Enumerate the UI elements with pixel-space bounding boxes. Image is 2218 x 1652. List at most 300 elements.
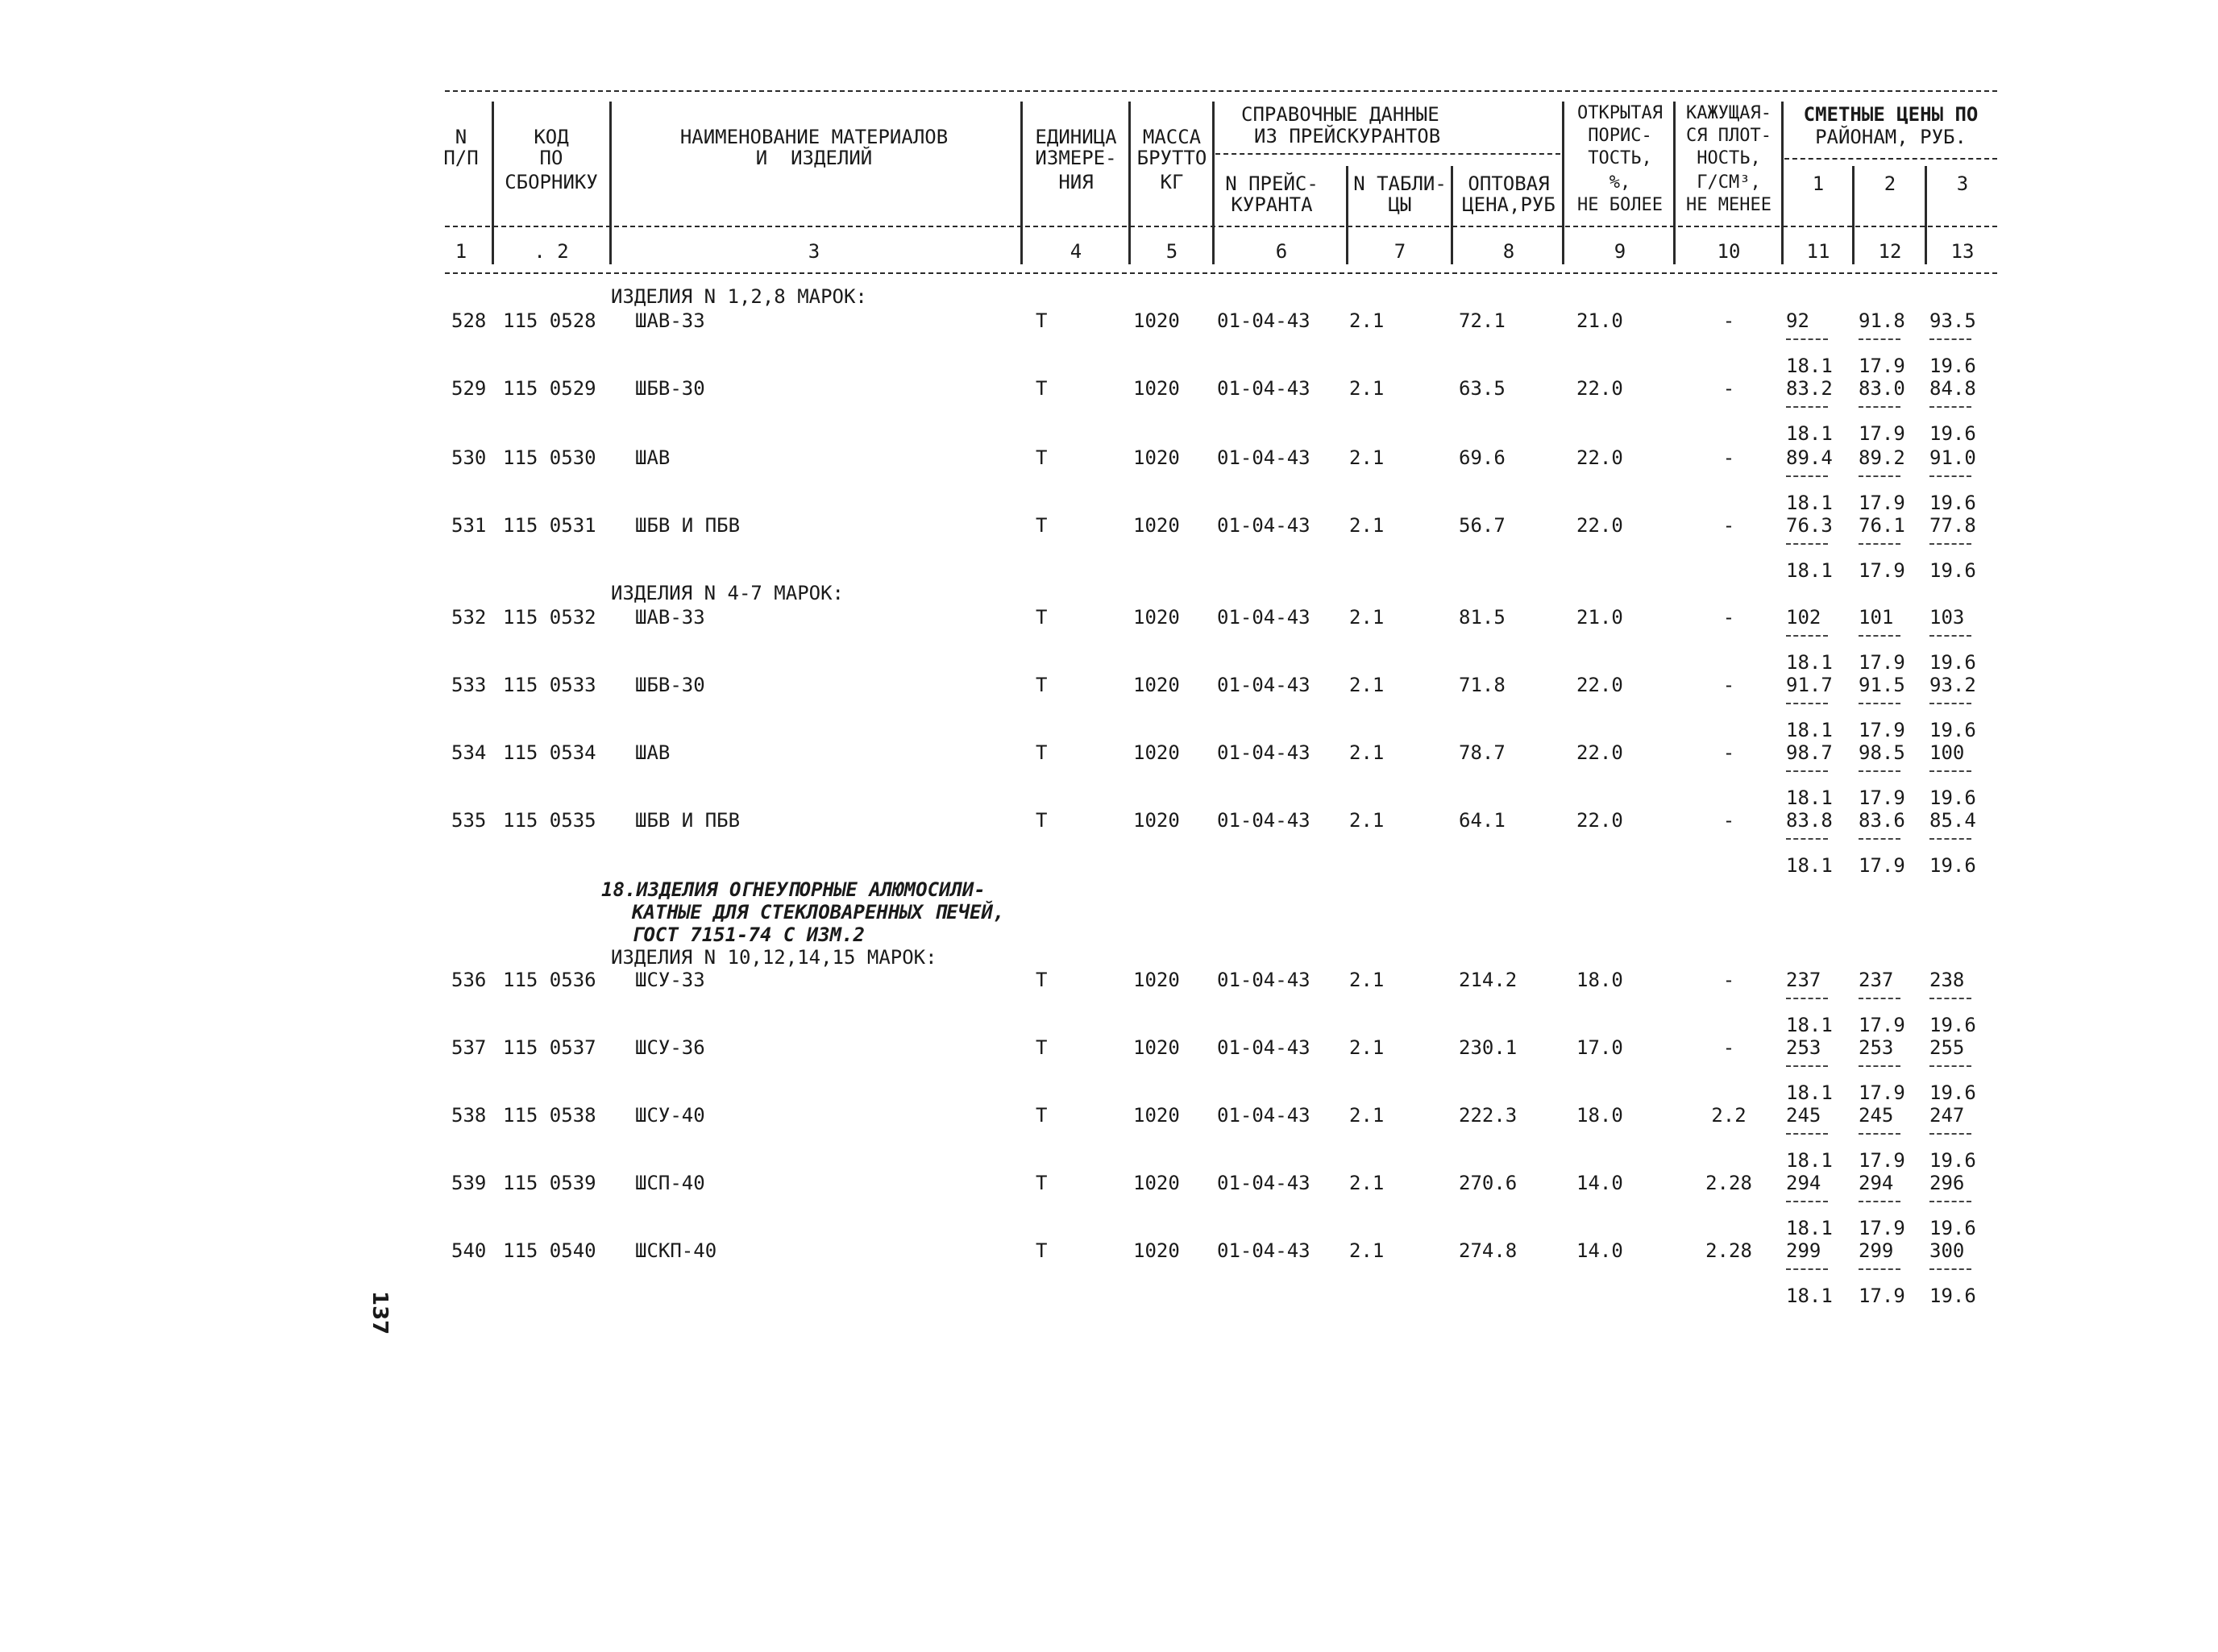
- header-mid-rule: [445, 226, 1997, 227]
- row-code: 115 0532: [503, 606, 596, 629]
- fraction-bar: [1929, 406, 1971, 408]
- row-wholesale-price: 78.7: [1459, 741, 1506, 764]
- header-col5-line2: БРУТТО: [1136, 147, 1207, 169]
- header-col4-line2: ИЗМЕРЕ-: [1035, 147, 1117, 169]
- row-price-region-2: 83.6: [1859, 809, 1905, 832]
- row-number: 534: [451, 741, 487, 764]
- fraction-bar: [1929, 543, 1971, 545]
- header-region-2: 2: [1884, 172, 1896, 195]
- header-col7-line1: N ТАБЛИ-: [1353, 172, 1447, 195]
- row-code: 115 0535: [503, 809, 596, 832]
- row-denominator-region-2: 17.9: [1859, 1285, 1905, 1307]
- row-porosity: 21.0: [1576, 309, 1623, 332]
- header-ref-group-line1: СПРАВОЧНЫЕ ДАННЫЕ: [1241, 103, 1439, 126]
- header-col9-line3: ТОСТЬ,: [1588, 148, 1652, 168]
- row-denominator-region-3: 19.6: [1929, 355, 1976, 377]
- row-density: 2.2: [1711, 1104, 1747, 1127]
- row-denominator-region-2: 17.9: [1859, 787, 1905, 809]
- row-denominator-region-3: 19.6: [1929, 1285, 1976, 1307]
- row-mass: 1020: [1133, 446, 1180, 469]
- fraction-bar: [1929, 998, 1971, 999]
- section-heading-marks-1-2-8: ИЗДЕЛИЯ N 1,2,8 МАРОК:: [611, 285, 867, 308]
- row-unit: Т: [1036, 446, 1048, 469]
- row-price-region-1: 102: [1786, 606, 1821, 629]
- row-table: 2.1: [1349, 674, 1385, 696]
- row-price-region-1: 237: [1786, 969, 1821, 991]
- row-wholesale-price: 56.7: [1459, 514, 1506, 537]
- row-price-region-1: 245: [1786, 1104, 1821, 1127]
- row-wholesale-price: 214.2: [1459, 969, 1518, 991]
- header-separator-1: [492, 102, 494, 264]
- fraction-bar: [1929, 838, 1971, 840]
- row-denominator-region-3: 19.6: [1929, 422, 1976, 445]
- row-price-region-3: 77.8: [1929, 514, 1976, 537]
- fraction-bar: [1786, 1133, 1828, 1135]
- fraction-bar: [1859, 1133, 1900, 1135]
- row-price-region-2: 245: [1859, 1104, 1894, 1127]
- row-code: 115 0533: [503, 674, 596, 696]
- section-18-title-line2: КАТНЫЕ ДЛЯ СТЕКЛОВАРЕННЫХ ПЕЧЕЙ,: [632, 901, 1005, 924]
- row-denominator-region-1: 18.1: [1786, 1014, 1833, 1036]
- row-table: 2.1: [1349, 1036, 1385, 1059]
- row-price-region-1: 98.7: [1786, 741, 1833, 764]
- row-number: 530: [451, 446, 487, 469]
- row-name: ШСУ-40: [635, 1104, 705, 1127]
- row-unit: Т: [1036, 1036, 1048, 1059]
- section-18-title-line3: ГОСТ 7151-74 С ИЗМ.2: [632, 924, 865, 946]
- row-name: ШАВ: [635, 446, 671, 469]
- fraction-bar: [1786, 1065, 1828, 1067]
- row-porosity: 17.0: [1576, 1036, 1623, 1059]
- row-price-region-3: 103: [1929, 606, 1965, 629]
- row-density: -: [1722, 1036, 1735, 1059]
- row-mass: 1020: [1133, 674, 1180, 696]
- row-table: 2.1: [1349, 309, 1385, 332]
- row-wholesale-price: 222.3: [1459, 1104, 1518, 1127]
- header-col6-line2: КУРАНТА: [1231, 193, 1313, 216]
- fraction-bar: [1786, 635, 1828, 637]
- row-density: -: [1722, 446, 1735, 469]
- header-prices-group-line2: РАЙОНАМ, РУБ.: [1815, 126, 1967, 148]
- row-density: -: [1722, 741, 1735, 764]
- row-number: 539: [451, 1172, 487, 1194]
- row-code: 115 0530: [503, 446, 596, 469]
- row-price-region-2: 89.2: [1859, 446, 1905, 469]
- fraction-bar: [1859, 1201, 1900, 1202]
- header-region-1: 1: [1812, 172, 1825, 195]
- row-denominator-region-2: 17.9: [1859, 1149, 1905, 1172]
- row-mass: 1020: [1133, 809, 1180, 832]
- header-separator-10: [1781, 102, 1784, 264]
- row-name: ШСУ-36: [635, 1036, 705, 1059]
- row-denominator-region-2: 17.9: [1859, 1014, 1905, 1036]
- row-denominator-region-2: 17.9: [1859, 854, 1905, 877]
- header-separator-5: [1212, 102, 1215, 264]
- row-price-region-3: 296: [1929, 1172, 1965, 1194]
- fraction-bar: [1929, 635, 1971, 637]
- row-price-region-2: 83.0: [1859, 377, 1905, 400]
- row-density: -: [1722, 377, 1735, 400]
- row-code: 115 0537: [503, 1036, 596, 1059]
- header-separator-3: [1020, 102, 1023, 264]
- row-price-region-1: 89.4: [1786, 446, 1833, 469]
- fraction-bar: [1929, 338, 1971, 340]
- row-unit: Т: [1036, 309, 1048, 332]
- fraction-bar: [1859, 635, 1900, 637]
- row-code: 115 0529: [503, 377, 596, 400]
- row-price-region-3: 255: [1929, 1036, 1965, 1059]
- row-table: 2.1: [1349, 1104, 1385, 1127]
- fraction-bar: [1859, 406, 1900, 408]
- row-mass: 1020: [1133, 1104, 1180, 1127]
- section-heading-marks-10-15: ИЗДЕЛИЯ N 10,12,14,15 МАРОК:: [611, 946, 937, 969]
- row-code: 115 0531: [503, 514, 596, 537]
- page-number: 137: [368, 1291, 392, 1335]
- row-table: 2.1: [1349, 1172, 1385, 1194]
- row-table: 2.1: [1349, 514, 1385, 537]
- fraction-bar: [1859, 1065, 1900, 1067]
- row-denominator-region-3: 19.6: [1929, 492, 1976, 514]
- fraction-bar: [1786, 475, 1828, 477]
- row-name: ШСУ-33: [635, 969, 705, 991]
- row-density: -: [1722, 606, 1735, 629]
- row-denominator-region-3: 19.6: [1929, 787, 1976, 809]
- header-col1-line1: N: [455, 126, 467, 148]
- row-name: ШБВ-30: [635, 674, 705, 696]
- header-col9-line2: ПОРИС-: [1588, 126, 1652, 146]
- row-price-region-2: 294: [1859, 1172, 1894, 1194]
- row-price-list: 01-04-43: [1217, 377, 1310, 400]
- row-mass: 1020: [1133, 1172, 1180, 1194]
- row-name: ШСКП-40: [635, 1239, 717, 1262]
- header-col3-line1: НАИМЕНОВАНИЕ МАТЕРИАЛОВ: [679, 126, 949, 148]
- row-code: 115 0534: [503, 741, 596, 764]
- fraction-bar: [1786, 770, 1828, 772]
- header-col5-line1: МАССА: [1142, 126, 1202, 148]
- fraction-bar: [1929, 1065, 1971, 1067]
- row-price-region-3: 247: [1929, 1104, 1965, 1127]
- row-price-region-2: 237: [1859, 969, 1894, 991]
- row-wholesale-price: 64.1: [1459, 809, 1506, 832]
- row-price-region-2: 76.1: [1859, 514, 1905, 537]
- fraction-bar: [1859, 703, 1900, 704]
- header-separator-7: [1451, 166, 1453, 264]
- fraction-bar: [1859, 770, 1900, 772]
- header-col4-line1: ЕДИНИЦА: [1035, 126, 1117, 148]
- row-table: 2.1: [1349, 1239, 1385, 1262]
- header-col3-line2: И ИЗДЕЛИЙ: [755, 147, 873, 169]
- row-denominator-region-2: 17.9: [1859, 1081, 1905, 1104]
- row-wholesale-price: 81.5: [1459, 606, 1506, 629]
- row-denominator-region-2: 17.9: [1859, 651, 1905, 674]
- header-separator-4: [1128, 102, 1131, 264]
- row-wholesale-price: 72.1: [1459, 309, 1506, 332]
- fraction-bar: [1786, 703, 1828, 704]
- row-porosity: 22.0: [1576, 809, 1623, 832]
- row-porosity: 14.0: [1576, 1239, 1623, 1262]
- fraction-bar: [1929, 1268, 1971, 1270]
- row-price-region-1: 253: [1786, 1036, 1821, 1059]
- header-col10-line4: Г/СМ³,: [1697, 172, 1761, 193]
- row-table: 2.1: [1349, 809, 1385, 832]
- row-density: -: [1722, 969, 1735, 991]
- row-code: 115 0536: [503, 969, 596, 991]
- fraction-bar: [1859, 475, 1900, 477]
- header-bottom-rule: [445, 272, 1997, 274]
- row-unit: Т: [1036, 514, 1048, 537]
- row-wholesale-price: 274.8: [1459, 1239, 1518, 1262]
- row-price-region-2: 98.5: [1859, 741, 1905, 764]
- header-col9-line4: %,: [1609, 172, 1631, 193]
- fraction-bar: [1859, 1268, 1900, 1270]
- header-col1-line2: П/П: [443, 147, 479, 169]
- row-price-list: 01-04-43: [1217, 606, 1310, 629]
- row-unit: Т: [1036, 809, 1048, 832]
- row-code: 115 0539: [503, 1172, 596, 1194]
- fraction-bar: [1786, 1268, 1828, 1270]
- row-density: -: [1722, 514, 1735, 537]
- row-table: 2.1: [1349, 606, 1385, 629]
- fraction-bar: [1786, 406, 1828, 408]
- row-denominator-region-3: 19.6: [1929, 651, 1976, 674]
- row-density: 2.28: [1705, 1172, 1752, 1194]
- header-col10-line3: НОСТЬ,: [1697, 148, 1761, 168]
- header-col5-line3: КГ: [1160, 171, 1184, 193]
- row-price-region-1: 76.3: [1786, 514, 1833, 537]
- row-price-region-2: 253: [1859, 1036, 1894, 1059]
- row-price-region-1: 299: [1786, 1239, 1821, 1262]
- row-porosity: 22.0: [1576, 377, 1623, 400]
- row-price-list: 01-04-43: [1217, 514, 1310, 537]
- row-porosity: 22.0: [1576, 741, 1623, 764]
- row-density: -: [1722, 674, 1735, 696]
- row-denominator-region-1: 18.1: [1786, 1217, 1833, 1239]
- row-mass: 1020: [1133, 1239, 1180, 1262]
- row-mass: 1020: [1133, 741, 1180, 764]
- row-unit: Т: [1036, 606, 1048, 629]
- fraction-bar: [1786, 998, 1828, 999]
- row-price-list: 01-04-43: [1217, 446, 1310, 469]
- row-unit: Т: [1036, 377, 1048, 400]
- row-porosity: 22.0: [1576, 514, 1623, 537]
- header-col7-line2: ЦЫ: [1388, 193, 1412, 216]
- column-number-5: 5: [1165, 240, 1178, 263]
- header-col8-line2: ЦЕНА,РУБ: [1462, 193, 1556, 216]
- row-number: 532: [451, 606, 487, 629]
- row-denominator-region-3: 19.6: [1929, 1217, 1976, 1239]
- row-price-region-3: 84.8: [1929, 377, 1976, 400]
- row-denominator-region-3: 19.6: [1929, 559, 1976, 582]
- row-code: 115 0528: [503, 309, 596, 332]
- row-denominator-region-2: 17.9: [1859, 355, 1905, 377]
- row-price-region-2: 299: [1859, 1239, 1894, 1262]
- header-region-3: 3: [1956, 172, 1969, 195]
- column-number-3: 3: [808, 240, 820, 263]
- fraction-bar: [1859, 838, 1900, 840]
- row-wholesale-price: 69.6: [1459, 446, 1506, 469]
- row-porosity: 22.0: [1576, 674, 1623, 696]
- row-wholesale-price: 71.8: [1459, 674, 1506, 696]
- fraction-bar: [1786, 338, 1828, 340]
- row-name: ШСП-40: [635, 1172, 705, 1194]
- row-unit: Т: [1036, 1104, 1048, 1127]
- row-denominator-region-2: 17.9: [1859, 559, 1905, 582]
- header-col10-line1: КАЖУЩАЯ-: [1686, 103, 1771, 123]
- row-price-region-1: 91.7: [1786, 674, 1833, 696]
- row-wholesale-price: 270.6: [1459, 1172, 1518, 1194]
- row-number: 538: [451, 1104, 487, 1127]
- header-separator-11: [1852, 166, 1855, 264]
- row-density: -: [1722, 309, 1735, 332]
- row-denominator-region-1: 18.1: [1786, 1149, 1833, 1172]
- column-number-1: 1: [455, 240, 467, 263]
- row-price-region-2: 101: [1859, 606, 1894, 629]
- row-denominator-region-2: 17.9: [1859, 1217, 1905, 1239]
- fraction-bar: [1929, 703, 1971, 704]
- row-price-region-3: 93.2: [1929, 674, 1976, 696]
- row-table: 2.1: [1349, 741, 1385, 764]
- column-number-10: 10: [1717, 240, 1741, 263]
- row-number: 533: [451, 674, 487, 696]
- column-number-6: 6: [1275, 240, 1288, 263]
- header-col6-line1: N ПРЕЙС-: [1225, 172, 1319, 195]
- row-price-list: 01-04-43: [1217, 1104, 1310, 1127]
- row-price-region-3: 93.5: [1929, 309, 1976, 332]
- row-number: 529: [451, 377, 487, 400]
- row-denominator-region-2: 17.9: [1859, 719, 1905, 741]
- row-unit: Т: [1036, 969, 1048, 991]
- header-col2-line2: ПО: [539, 147, 563, 169]
- row-unit: Т: [1036, 1239, 1048, 1262]
- row-porosity: 21.0: [1576, 606, 1623, 629]
- fraction-bar: [1786, 1201, 1828, 1202]
- row-price-list: 01-04-43: [1217, 1036, 1310, 1059]
- column-number-4: 4: [1070, 240, 1082, 263]
- fraction-bar: [1859, 998, 1900, 999]
- row-table: 2.1: [1349, 377, 1385, 400]
- row-price-region-3: 100: [1929, 741, 1965, 764]
- header-col4-line3: НИЯ: [1058, 171, 1094, 193]
- row-unit: Т: [1036, 1172, 1048, 1194]
- row-price-list: 01-04-43: [1217, 309, 1310, 332]
- row-denominator-region-1: 18.1: [1786, 422, 1833, 445]
- row-mass: 1020: [1133, 377, 1180, 400]
- section-18-title-line1: 18.ИЗДЕЛИЯ ОГНЕУПОРНЫЕ АЛЮМОСИЛИ-: [601, 878, 986, 901]
- row-name: ШАВ-33: [635, 606, 705, 629]
- column-number-2: . 2: [534, 240, 569, 263]
- row-denominator-region-3: 19.6: [1929, 719, 1976, 741]
- header-col2-line3: СБОРНИКУ: [505, 171, 598, 193]
- row-price-list: 01-04-43: [1217, 1172, 1310, 1194]
- header-col8-line1: ОПТОВАЯ: [1468, 172, 1550, 195]
- row-price-region-1: 83.8: [1786, 809, 1833, 832]
- row-code: 115 0538: [503, 1104, 596, 1127]
- row-mass: 1020: [1133, 1036, 1180, 1059]
- row-price-region-2: 91.5: [1859, 674, 1905, 696]
- row-wholesale-price: 63.5: [1459, 377, 1506, 400]
- row-unit: Т: [1036, 741, 1048, 764]
- row-price-region-3: 238: [1929, 969, 1965, 991]
- row-denominator-region-1: 18.1: [1786, 355, 1833, 377]
- row-unit: Т: [1036, 674, 1048, 696]
- row-porosity: 14.0: [1576, 1172, 1623, 1194]
- row-price-region-3: 300: [1929, 1239, 1965, 1262]
- row-denominator-region-1: 18.1: [1786, 719, 1833, 741]
- header-col10-line5: НЕ МЕНЕЕ: [1686, 195, 1771, 215]
- row-mass: 1020: [1133, 606, 1180, 629]
- fraction-bar: [1929, 770, 1971, 772]
- header-separator-6: [1346, 166, 1348, 264]
- fraction-bar: [1929, 1201, 1971, 1202]
- row-price-region-1: 294: [1786, 1172, 1821, 1194]
- row-price-region-2: 91.8: [1859, 309, 1905, 332]
- row-price-region-3: 91.0: [1929, 446, 1976, 469]
- row-porosity: 22.0: [1576, 446, 1623, 469]
- column-number-9: 9: [1614, 240, 1626, 263]
- row-density: 2.28: [1705, 1239, 1752, 1262]
- header-separator-9: [1673, 102, 1676, 264]
- fraction-bar: [1859, 338, 1900, 340]
- row-table: 2.1: [1349, 969, 1385, 991]
- row-denominator-region-2: 17.9: [1859, 422, 1905, 445]
- row-number: 531: [451, 514, 487, 537]
- section-heading-marks-4-7: ИЗДЕЛИЯ N 4-7 МАРОК:: [611, 582, 844, 604]
- row-price-list: 01-04-43: [1217, 969, 1310, 991]
- header-top-rule: [445, 90, 1997, 92]
- row-number: 528: [451, 309, 487, 332]
- row-denominator-region-1: 18.1: [1786, 559, 1833, 582]
- row-price-region-1: 83.2: [1786, 377, 1833, 400]
- row-mass: 1020: [1133, 969, 1180, 991]
- header-prices-group-line1: СМЕТНЫЕ ЦЕНЫ ПО: [1803, 103, 1979, 126]
- row-price-list: 01-04-43: [1217, 741, 1310, 764]
- header-separator-8: [1562, 102, 1564, 264]
- row-mass: 1020: [1133, 309, 1180, 332]
- row-denominator-region-3: 19.6: [1929, 1149, 1976, 1172]
- row-price-list: 01-04-43: [1217, 674, 1310, 696]
- row-porosity: 18.0: [1576, 969, 1623, 991]
- header-prices-group-rule: [1784, 158, 1997, 160]
- column-number-13: 13: [1950, 240, 1975, 263]
- column-number-11: 11: [1806, 240, 1830, 263]
- row-table: 2.1: [1349, 446, 1385, 469]
- row-number: 540: [451, 1239, 487, 1262]
- row-name: ШАВ: [635, 741, 671, 764]
- header-ref-group-rule: [1215, 153, 1560, 155]
- header-col10-line2: СЯ ПЛОТ-: [1686, 126, 1771, 146]
- header-col2-line1: КОД: [534, 126, 569, 148]
- row-code: 115 0540: [503, 1239, 596, 1262]
- row-price-list: 01-04-43: [1217, 809, 1310, 832]
- column-number-7: 7: [1394, 240, 1406, 263]
- fraction-bar: [1929, 1133, 1971, 1135]
- row-denominator-region-1: 18.1: [1786, 651, 1833, 674]
- row-name: ШАВ-33: [635, 309, 705, 332]
- column-number-8: 8: [1502, 240, 1515, 263]
- row-denominator-region-1: 18.1: [1786, 854, 1833, 877]
- row-price-list: 01-04-43: [1217, 1239, 1310, 1262]
- row-number: 535: [451, 809, 487, 832]
- row-name: ШБВ И ПБВ: [635, 809, 741, 832]
- row-price-region-3: 85.4: [1929, 809, 1976, 832]
- header-ref-group-line2: ИЗ ПРЕЙСКУРАНТОВ: [1254, 125, 1441, 147]
- row-denominator-region-1: 18.1: [1786, 492, 1833, 514]
- row-porosity: 18.0: [1576, 1104, 1623, 1127]
- header-col9-line1: ОТКРЫТАЯ: [1577, 103, 1663, 123]
- fraction-bar: [1786, 838, 1828, 840]
- row-denominator-region-2: 17.9: [1859, 492, 1905, 514]
- row-density: -: [1722, 809, 1735, 832]
